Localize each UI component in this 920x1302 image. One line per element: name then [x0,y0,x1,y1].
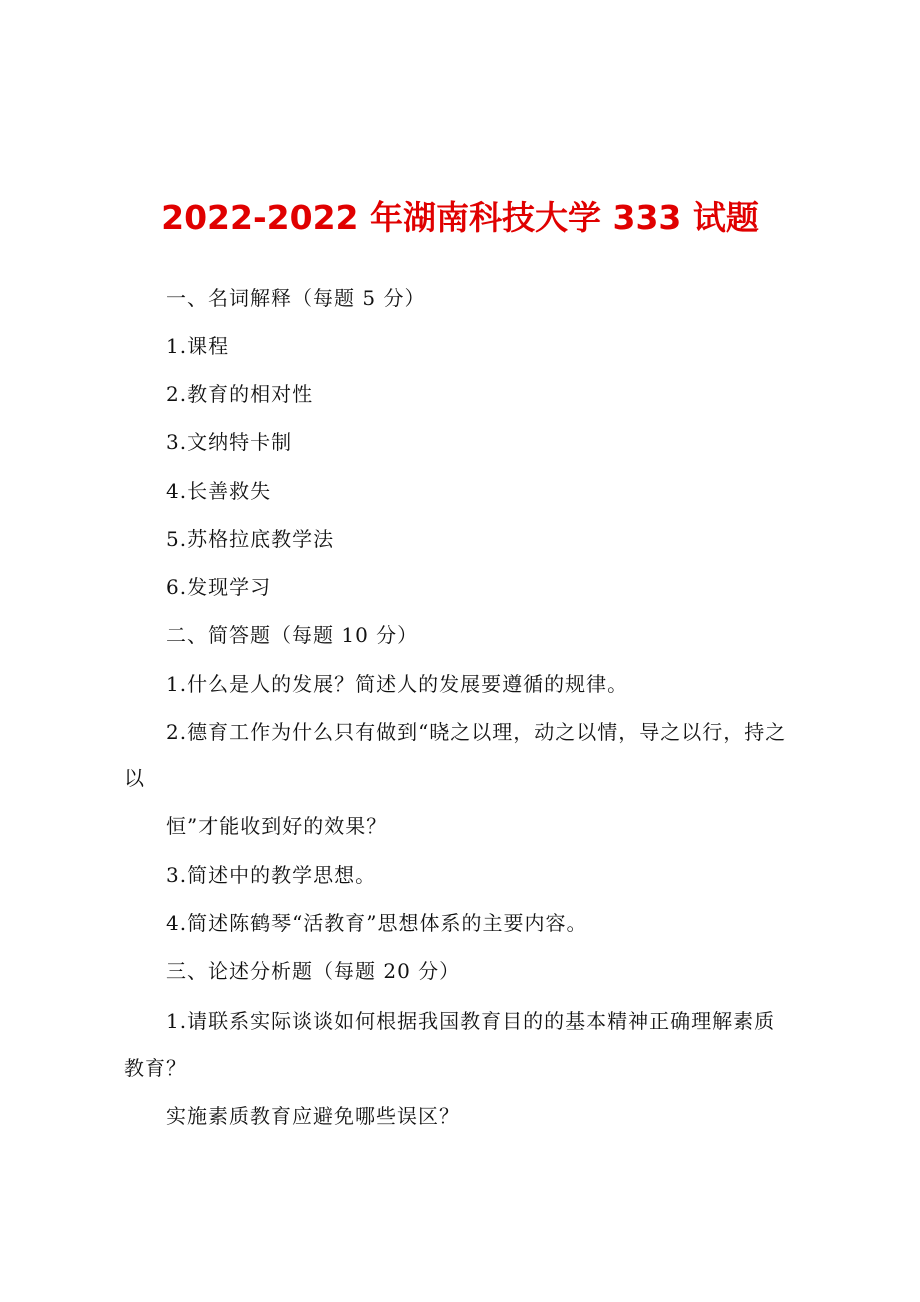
question-text: 2.德育工作为什么只有做到“晓之以理，动之以情，导之以行，持之 [166,720,787,744]
question-text-continued: 以 [124,766,145,790]
list-item: 6.发现学习 [166,575,272,599]
list-item: 1.课程 [166,334,230,358]
question-text: 1.请联系实际谈谈如何根据我国教育目的的基本精神正确理解素质 [166,1009,776,1033]
document-title: 2022-2022 年湖南科技大学 333 试题 [161,198,759,237]
question-text: 4.简述陈鹤琴“活教育”思想体系的主要内容。 [166,911,588,935]
question-text: 3.简述中的教学思想。 [166,863,377,887]
section-heading-1: 一、名词解释（每题 5 分） [166,286,426,310]
section-heading-2: 二、简答题（每题 10 分） [166,623,419,647]
question-text-continued: 教育？ [124,1056,187,1080]
list-item: 3.文纳特卡制 [166,430,293,454]
section-heading-3: 三、论述分析题（每题 20 分） [166,959,461,983]
question-text-continued: 实施素质教育应避免哪些误区？ [166,1104,460,1128]
list-item: 2.教育的相对性 [166,382,314,406]
list-item: 5.苏格拉底教学法 [166,527,335,551]
question-text: 1.什么是人的发展？简述人的发展要遵循的规律。 [166,672,629,696]
question-text-continued: 恒”才能收到好的效果？ [166,814,388,838]
list-item: 4.长善救失 [166,479,272,503]
